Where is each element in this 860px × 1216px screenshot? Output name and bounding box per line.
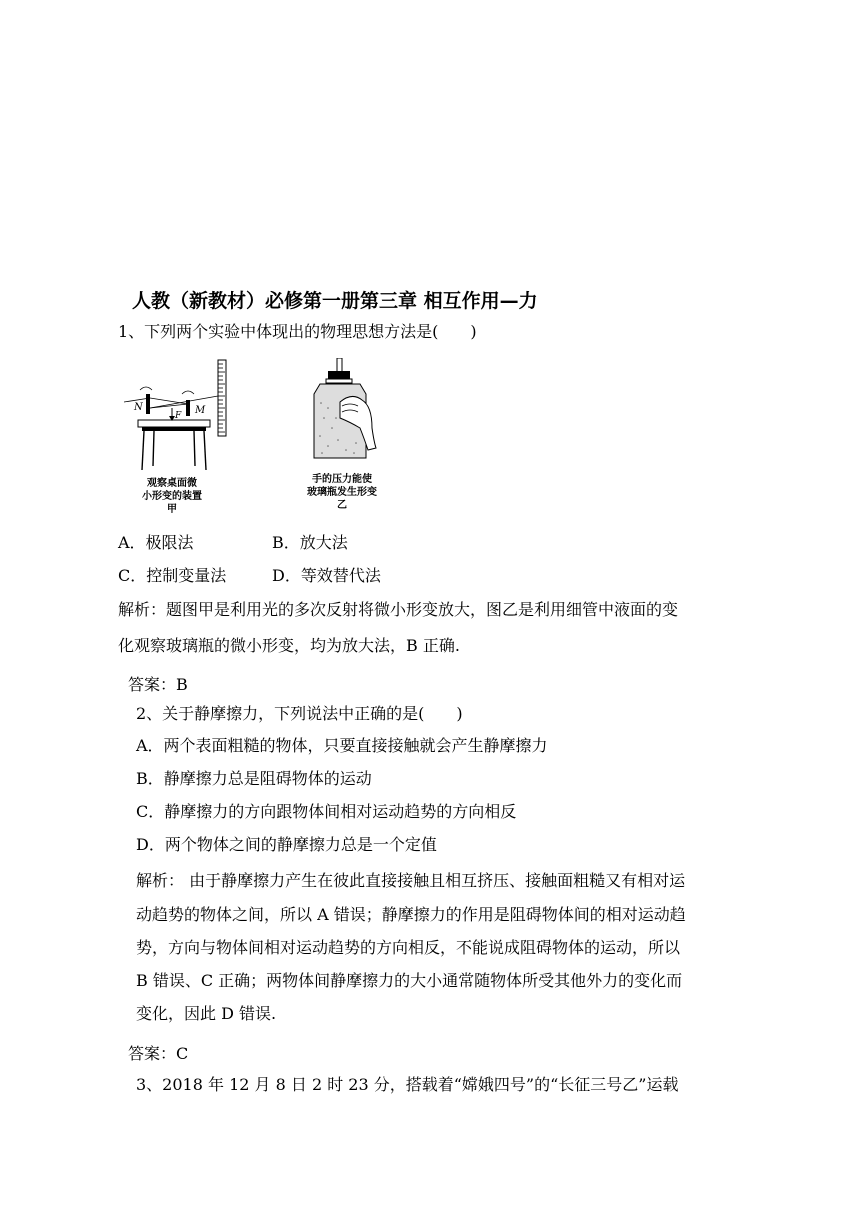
q1-option-c: C．控制变量法 bbox=[118, 566, 227, 585]
figure-jia-desk-apparatus bbox=[124, 358, 236, 476]
q2-analysis-line: B 错误、C 正确；两物体间静摩擦力的大小通常随物体所受其他外力的变化而 bbox=[136, 971, 683, 990]
q2-analysis-line: 势，方向与物体间相对运动趋势的方向相反，不能说成阻碍物体的运动，所以 bbox=[136, 938, 681, 957]
figure-yi-caption bbox=[292, 473, 392, 512]
q2-option-c: C．静摩擦力的方向跟物体间相对运动趋势的方向相反 bbox=[136, 802, 517, 821]
figure-jia-caption bbox=[122, 477, 222, 516]
q2-analysis-line: 动趋势的物体之间，所以 A 错误；静摩擦力的作用是阻碍物体间的相对运动趋 bbox=[136, 905, 686, 924]
figure-yi-glass-bottle bbox=[306, 358, 382, 468]
q1-analysis-line: 化观察玻璃瓶的微小形变，均为放大法，B 正确. bbox=[118, 636, 460, 655]
q2-answer: 答案：C bbox=[128, 1044, 189, 1063]
q1-analysis-line: 解析：题图甲是利用光的多次反射将微小形变放大，图乙是利用细管中液面的变 bbox=[118, 600, 679, 619]
q2-option-a: A．两个表面粗糙的物体，只要直接接触就会产生静摩擦力 bbox=[136, 736, 548, 755]
figure-yi-caption-line: 手的压力能使 bbox=[312, 474, 372, 485]
figure-jia-caption-line: 观察桌面微 bbox=[147, 478, 197, 489]
label-m: M bbox=[195, 405, 206, 416]
label-n: N bbox=[134, 402, 143, 413]
figure-jia-caption-line: 小形变的装置 bbox=[142, 491, 202, 502]
label-f: F bbox=[175, 411, 182, 421]
q2-stem: 2、关于静摩擦力，下列说法中正确的是( ) bbox=[136, 704, 463, 723]
figure-jia-caption-line: 甲 bbox=[167, 504, 177, 515]
figure-yi-caption-line: 乙 bbox=[337, 500, 347, 511]
figure-yi-caption-line: 玻璃瓶发生形变 bbox=[307, 487, 377, 498]
q1-option-d: D．等效替代法 bbox=[272, 566, 381, 585]
q2-analysis-line: 解析： 由于静摩擦力产生在彼此直接接触且相互挤压、接触面粗糙又有相对运 bbox=[136, 871, 686, 890]
q2-analysis-line: 变化，因此 D 错误. bbox=[136, 1004, 277, 1023]
q1-option-b: B．放大法 bbox=[272, 533, 348, 552]
q1-answer: 答案：B bbox=[128, 675, 188, 694]
q2-option-d: D．两个物体之间的静摩擦力总是一个定值 bbox=[136, 835, 437, 854]
q2-option-b: B．静摩擦力总是阻碍物体的运动 bbox=[136, 769, 372, 788]
q1-stem: 1、下列两个实验中体现出的物理思想方法是( ) bbox=[118, 322, 477, 341]
q1-option-a: A．极限法 bbox=[118, 533, 194, 552]
q3-stem: 3、2018 年 12 月 8 日 2 时 23 分，搭载着“嫦娥四号”的“长征三号乙”运载 bbox=[136, 1075, 679, 1094]
document-title: 人教（新教材）必修第一册第三章 相互作用—力 bbox=[132, 290, 538, 312]
